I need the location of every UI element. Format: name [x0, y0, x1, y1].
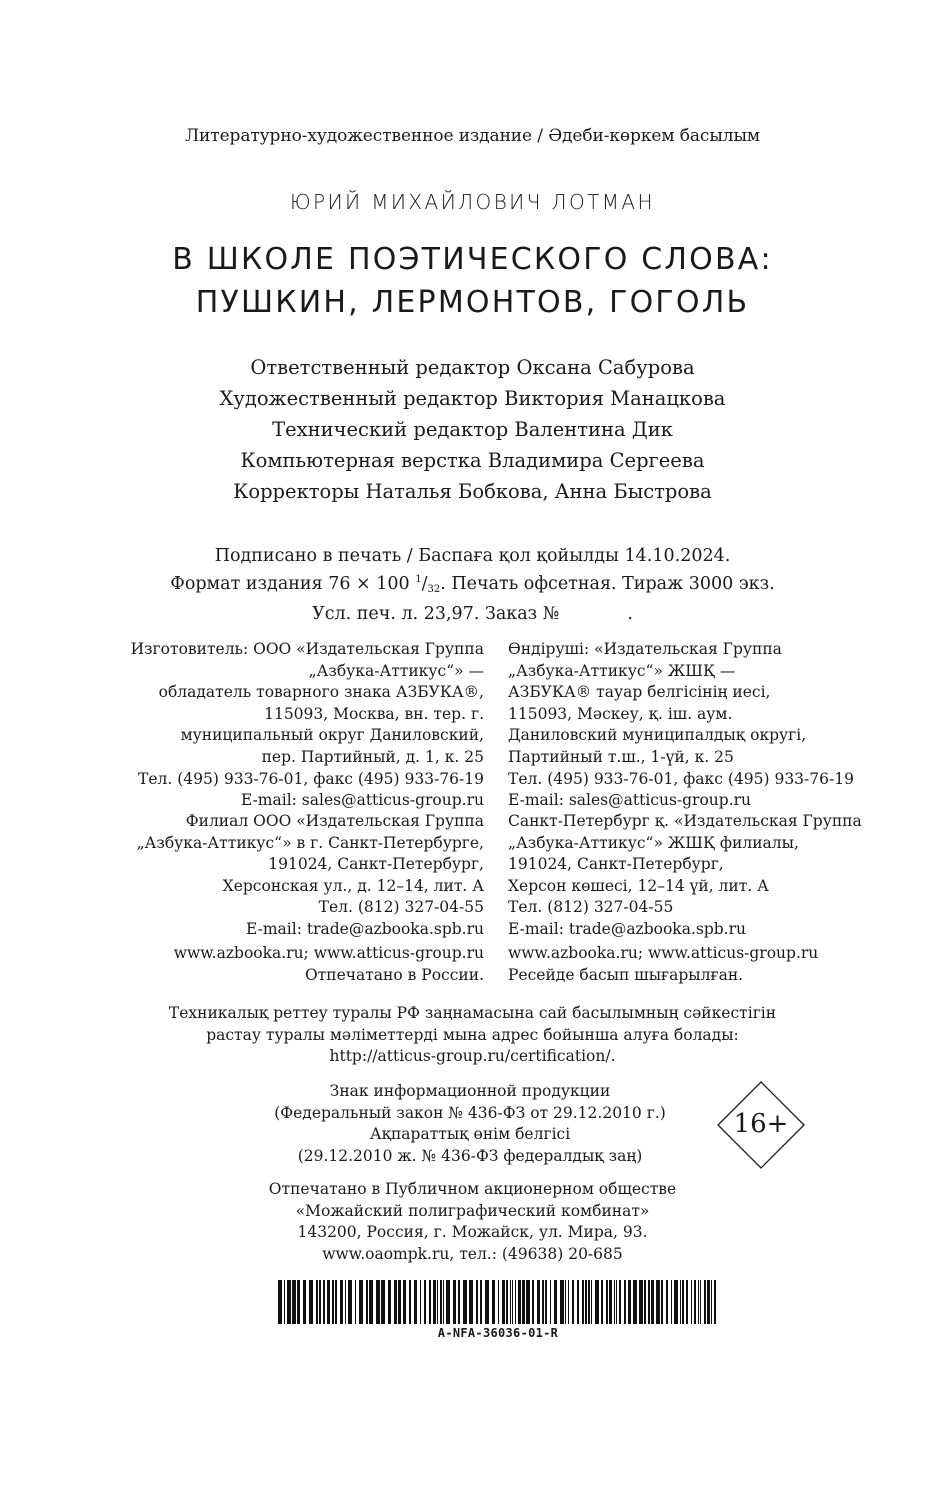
credit-line: Технический редактор Валентина Дик [272, 418, 673, 441]
book-title-line: ПУШКИН, ЛЕРМОНТОВ, ГОГОЛЬ [195, 285, 750, 320]
barcode-bar [394, 1280, 397, 1324]
book-title [0, 238, 945, 324]
barcode-bar [512, 1280, 513, 1324]
barcode-bar [420, 1280, 421, 1324]
sheets-line: Усл. печ. л. 23,97. Заказ № . [312, 604, 633, 624]
barcode-bar [674, 1280, 678, 1324]
barcode-bar [398, 1280, 401, 1324]
barcode-bar [437, 1280, 438, 1324]
barcode-bar [700, 1280, 701, 1324]
barcode-bar [515, 1280, 516, 1324]
barcode-bar [601, 1280, 603, 1324]
barcode-bar [522, 1280, 525, 1324]
barcode-bar [433, 1280, 436, 1324]
info-product-sign: Знак информационной продукции (Федеральный закон № 436-ФЗ от 29.12.2010 г.) Ақпараттық өнім белгісі (29.12.2010 ж. № 436-ФЗ федералдық заң) [274, 1082, 666, 1165]
barcode-bar [686, 1280, 688, 1324]
barcode-bar [537, 1280, 540, 1324]
barcode-bar [666, 1280, 668, 1324]
barcode-bar [485, 1280, 489, 1324]
barcode-bar [565, 1280, 566, 1324]
barcode-bar [284, 1280, 285, 1324]
barcode-icon [278, 1280, 718, 1324]
barcode-bar [644, 1280, 646, 1324]
author-name: ЮРИЙ МИХАЙЛОВИЧ ЛОТМАН [290, 190, 655, 214]
barcode-bar [476, 1280, 478, 1324]
barcode-bar [463, 1280, 467, 1324]
barcode-bar [714, 1280, 716, 1324]
barcode-bar [661, 1280, 663, 1324]
barcode-bar [518, 1280, 521, 1324]
credit-line: Ответственный редактор Оксана Сабурова [250, 356, 695, 379]
barcode-bar [323, 1280, 325, 1324]
barcode-bar [424, 1280, 426, 1324]
barcode-bar [278, 1280, 282, 1324]
barcode-bar [376, 1280, 380, 1324]
barcode-bar [704, 1280, 706, 1324]
barcode-bar [446, 1280, 450, 1324]
barcode-bar [502, 1280, 505, 1324]
manufacturer-kz: Өндіруші: «Издательская Группа „Азбука-Аттикус“» ЖШҚ — АЗБУКА® тауар белгісінің иесі, 115093, Мәскеу, қ. іш. аум. Даниловский муниципалдық округі, Партийный т.ш., 1-үй, к. 25 Тел. (495) 933-76-01, факс (495) 933-76-19 E-mail: sales@atticus-group.ru [508, 640, 854, 810]
barcode-bar [297, 1280, 300, 1324]
barcode-bar [542, 1280, 544, 1324]
barcode-bar [628, 1280, 631, 1324]
barcode-bar [369, 1280, 373, 1324]
barcode-bar [639, 1280, 643, 1324]
barcode-bar [453, 1280, 456, 1324]
barcode-bar [582, 1280, 584, 1324]
barcode-bar [633, 1280, 637, 1324]
barcode-bar [595, 1280, 599, 1324]
barcode-bar [624, 1280, 626, 1324]
branch-ru: Филиал ООО «Издательская Группа „Азбука-Аттикус“» в г. Санкт-Петербурге, 191024, Санкт-Петербург, Херсонская ул., д. 12–14, лит. А Тел. (812) 327-04-55 E-mail: trade@azbooka.spb.ru [136, 812, 484, 938]
barcode-bar [572, 1280, 574, 1324]
barcode-bar [366, 1280, 368, 1324]
barcode-bar [619, 1280, 621, 1324]
barcode-bar [319, 1280, 321, 1324]
barcode-bar [414, 1280, 417, 1324]
barcode-code: A-NFA-36036-01-R [437, 1326, 559, 1340]
barcode-bar [359, 1280, 363, 1324]
credit-line: Компьютерная верстка Владимира Сергеева [240, 449, 705, 472]
barcode-bar [614, 1280, 615, 1324]
barcode-bar [348, 1280, 352, 1324]
barcode-bar [591, 1280, 592, 1324]
barcode-bar [588, 1280, 590, 1324]
certification-notice: Техникалық реттеу туралы РФ заңнамасына сай басылымның сәйкестігін растау туралы мәліметтерді мына адрес бойынша алуға болады: http://atticus-group.ru/certification/. [168, 1004, 777, 1065]
web-ru: www.azbooka.ru; www.atticus-group.ru Отпечатано в России. [173, 944, 484, 984]
barcode-bar [671, 1280, 672, 1324]
credit-line: Корректоры Наталья Бобкова, Анна Быстрова [233, 480, 712, 503]
barcode-bar [526, 1280, 530, 1324]
barcode-bar [691, 1280, 692, 1324]
barcode-bar [606, 1280, 608, 1324]
barcode-bar [680, 1280, 681, 1324]
barcode-bar [381, 1280, 385, 1324]
book-title-line: В ШКОЛЕ ПОЭТИЧЕСКОГО СЛОВА: [172, 242, 773, 277]
branch-kz: Санкт-Петербург қ. «Издательская Группа „Азбука-Аттикус“» ЖШҚ филиалы, 191024, Санкт-Петербург, Херсон көшесі, 12–14 үй, лит. А Тел. (812) 327-04-55 E-mail: trade@azbooka.spb.ru [508, 812, 862, 938]
barcode-bar [316, 1280, 318, 1324]
barcode-bar [711, 1280, 712, 1324]
barcode-bar [510, 1280, 511, 1324]
barcode-bar [388, 1280, 391, 1324]
printer-info: Отпечатано в Публичном акционерном обществе «Можайский полиграфический комбинат» 143200, Россия, г. Можайск, ул. Мира, 93. www.oaompk.ru, тел.: (49638) 20-685 [268, 1180, 677, 1263]
barcode-bar [651, 1280, 654, 1324]
barcode-bar [554, 1280, 557, 1324]
barcode-bar [332, 1280, 334, 1324]
barcode-bar [292, 1280, 296, 1324]
signed-date: Подписано в печать / Баспаға қол қойылды 14.10.2024. [214, 546, 731, 566]
barcode-bar [609, 1280, 612, 1324]
barcode-bar [469, 1280, 473, 1324]
barcode-bar [303, 1280, 306, 1324]
web-kz: www.azbooka.ru; www.atticus-group.ru Ресейде басып шығарылған. [508, 944, 819, 984]
barcode-bar [429, 1280, 431, 1324]
barcode-bar [545, 1280, 547, 1324]
barcode-bar [698, 1280, 699, 1324]
barcode-bar [287, 1280, 291, 1324]
barcode-bar [340, 1280, 343, 1324]
barcode-bar [585, 1280, 587, 1324]
barcode-bar [440, 1280, 442, 1324]
barcode-bar [506, 1280, 508, 1324]
barcode-bar [532, 1280, 534, 1324]
format-line: Формат издания 76 × 100 $^1/_{32}$. Печать офсетная. Тираж 3000 экз. [170, 574, 775, 595]
barcode-bar [550, 1280, 551, 1324]
barcode-bar [443, 1280, 444, 1324]
publication-details [0, 544, 945, 626]
barcode-bar [335, 1280, 337, 1324]
barcode-bar [498, 1280, 499, 1324]
barcode-bar [560, 1280, 564, 1324]
barcode-bar [409, 1280, 411, 1324]
age-rating: 16+ [733, 1109, 789, 1139]
barcode-bar [345, 1280, 346, 1324]
barcode-bar [656, 1280, 660, 1324]
barcode-bar [458, 1280, 460, 1324]
barcode-bar [577, 1280, 579, 1324]
credit-line: Художественный редактор Виктория Манацкова [219, 387, 726, 410]
editorial-credits [0, 352, 945, 507]
manufacturer-ru: Изготовитель: ООО «Издательская Группа „Азбука-Аттикус“» — обладатель товарного знака АЗБУКА®, 115093, Москва, вн. тер. г. муниципальный округ Даниловский, пер. Партийный, д. 1, к. 25 Тел. (495) 933-76-01, факс (495) 933-76-19 E-mail: sales@atticus-group.ru [130, 640, 484, 810]
barcode-bar [568, 1280, 569, 1324]
format-fraction-num: 1 [415, 574, 422, 585]
barcode-bar [707, 1280, 710, 1324]
barcode-bar [492, 1280, 495, 1324]
barcode-bar [616, 1280, 617, 1324]
barcode-bar [355, 1280, 356, 1324]
series-line: Литературно-художественное издание / Әдеби-көркем басылым [184, 126, 761, 146]
format-fraction-den: 32 [427, 584, 441, 595]
barcode-bar [682, 1280, 684, 1324]
barcode-bar [403, 1280, 406, 1324]
barcode-bar [694, 1280, 696, 1324]
barcode-bar [648, 1280, 650, 1324]
barcode-bar [480, 1280, 482, 1324]
barcode-bar [327, 1280, 330, 1324]
barcode-bar [309, 1280, 313, 1324]
